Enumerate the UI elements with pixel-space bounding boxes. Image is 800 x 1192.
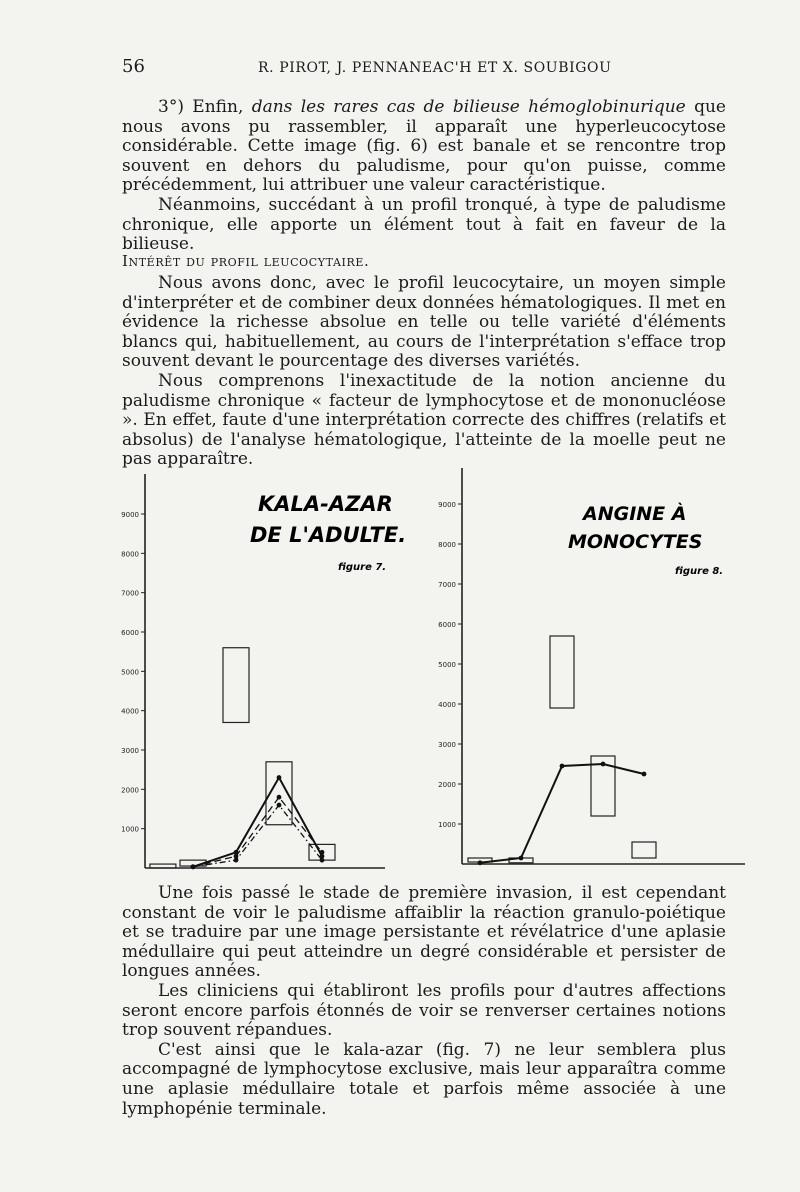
figure-8-label: figure 8. — [675, 566, 724, 577]
y-tick-label: 7000 — [438, 581, 456, 589]
text-block-top — [122, 98, 726, 255]
data-point — [519, 856, 524, 861]
figure-8-chart — [420, 462, 750, 882]
data-point — [277, 803, 282, 808]
y-tick-label: 1000 — [121, 825, 139, 834]
figure-7-label: figure 7. — [338, 562, 387, 573]
paragraph-neanmoins: Néanmoins, succédant à un profil tronqué, à type de paludisme chronique, elle apporte un élément tout à fait en faveur de la bilieuse. — [122, 194, 726, 255]
data-point — [320, 850, 325, 855]
figure-7-title-line1: KALA-AZAR — [258, 492, 393, 516]
y-tick-label: 5000 — [121, 668, 139, 677]
y-tick-label: 2000 — [438, 781, 456, 789]
para-lead: Enfin, — [192, 97, 244, 117]
y-tick-label: 6000 — [438, 621, 456, 629]
para-number: 3°) — [158, 97, 184, 117]
figure-7-chart — [110, 462, 407, 882]
section-heading: Intérêt du profil leucocytaire. — [122, 252, 370, 270]
y-tick-label: 1000 — [438, 821, 456, 829]
range-box — [150, 864, 176, 868]
data-point — [601, 762, 606, 767]
paragraph-notion: Nous comprenons l'inexactitude de la notion ancienne du paludisme chronique « facteur de lymphocytose et de mononucléose ». En effet, faute d'une interprétation correcte des chiffres (relatifs et absolus) de l'analyse hématologique, l'atteinte de la moelle peut ne pas apparaître. — [122, 370, 726, 470]
text-block-middle — [122, 274, 726, 470]
range-box — [550, 636, 574, 708]
data-point — [277, 775, 282, 780]
y-tick-label: 3000 — [438, 741, 456, 749]
figure-8-title-line2: MONOCYTES — [568, 531, 703, 553]
page-number: 56 — [122, 56, 145, 77]
running-header-authors: R. PIROT, J. PENNANEAC'H ET X. SOUBIGOU — [258, 60, 612, 76]
y-tick-label: 4000 — [438, 701, 456, 709]
para-rest: que nous avons pu rassembler, il apparaît une hyperleucocytose considérable. Cette image (fig. 6) est banale et se rencontre trop souvent en dehors du paludisme, pour qu'on puisse, comme précédemment, lui attribuer une valeur caractéristique. — [122, 97, 726, 196]
y-tick-label: 7000 — [121, 589, 139, 598]
data-point — [191, 864, 196, 869]
paragraph-cliniciens: Les cliniciens qui établiront les profils pour d'autres affections seront encore parfois étonnés de voir se renverser certaines notions trop souvent répandues. — [122, 980, 726, 1041]
series-line-solid — [193, 778, 322, 867]
data-point — [478, 860, 483, 865]
range-box — [223, 648, 249, 723]
text-block-bottom — [122, 884, 726, 1119]
series-line-solid — [480, 764, 644, 863]
y-tick-label: 9000 — [438, 501, 456, 509]
data-point — [320, 858, 325, 863]
data-point — [642, 772, 647, 777]
y-tick-label: 5000 — [438, 661, 456, 669]
paragraph-3 — [122, 98, 726, 196]
figure-8-marks — [468, 636, 656, 865]
y-tick-label: 6000 — [121, 629, 139, 637]
y-tick-label: 9000 — [121, 511, 139, 519]
figure-7-title-line2: DE L'ADULTE. — [250, 523, 407, 547]
paragraph-invasion: Une fois passé le stade de première invasion, il est cependant constant de voir le paludisme affaiblir la réaction granulo-poiétique et se traduire par une image persistante et révélatrice d'une aplasie médullaire qui peut atteindre un degré considérable et persister de longues années. — [122, 883, 726, 982]
data-point — [234, 858, 239, 863]
y-tick-label: 4000 — [121, 707, 139, 716]
figure-8-title-line1: ANGINE À — [583, 503, 687, 525]
para-italic: dans les rares cas de bilieuse hémoglobinurique — [251, 97, 686, 117]
data-point — [277, 795, 282, 800]
paragraph-kala-azar: C'est ainsi que le kala-azar (fig. 7) ne leur semblera plus accompagné de lymphocytose exclusive, mais leur apparaîtra comme une aplasie médullaire totale et parfois même associée à une lymphopénie terminale. — [122, 1039, 726, 1119]
figure-7-marks — [150, 648, 335, 869]
y-tick-label: 3000 — [121, 747, 139, 755]
y-tick-label: 2000 — [121, 786, 139, 795]
range-box — [632, 842, 656, 858]
y-tick-label: 8000 — [121, 550, 139, 559]
y-tick-label: 8000 — [438, 541, 456, 549]
data-point — [560, 764, 565, 769]
series-line-dashed — [193, 797, 322, 867]
paragraph-profil: Nous avons donc, avec le profil leucocytaire, un moyen simple d'interpréter et de combiner deux données hématologiques. Il met en évidence la richesse absolue en telle ou telle variété d'éléments blancs qui, habituellement, au cours de l'interprétation s'efface trop souvent devant le pourcentage des diverses variétés. — [122, 273, 726, 372]
